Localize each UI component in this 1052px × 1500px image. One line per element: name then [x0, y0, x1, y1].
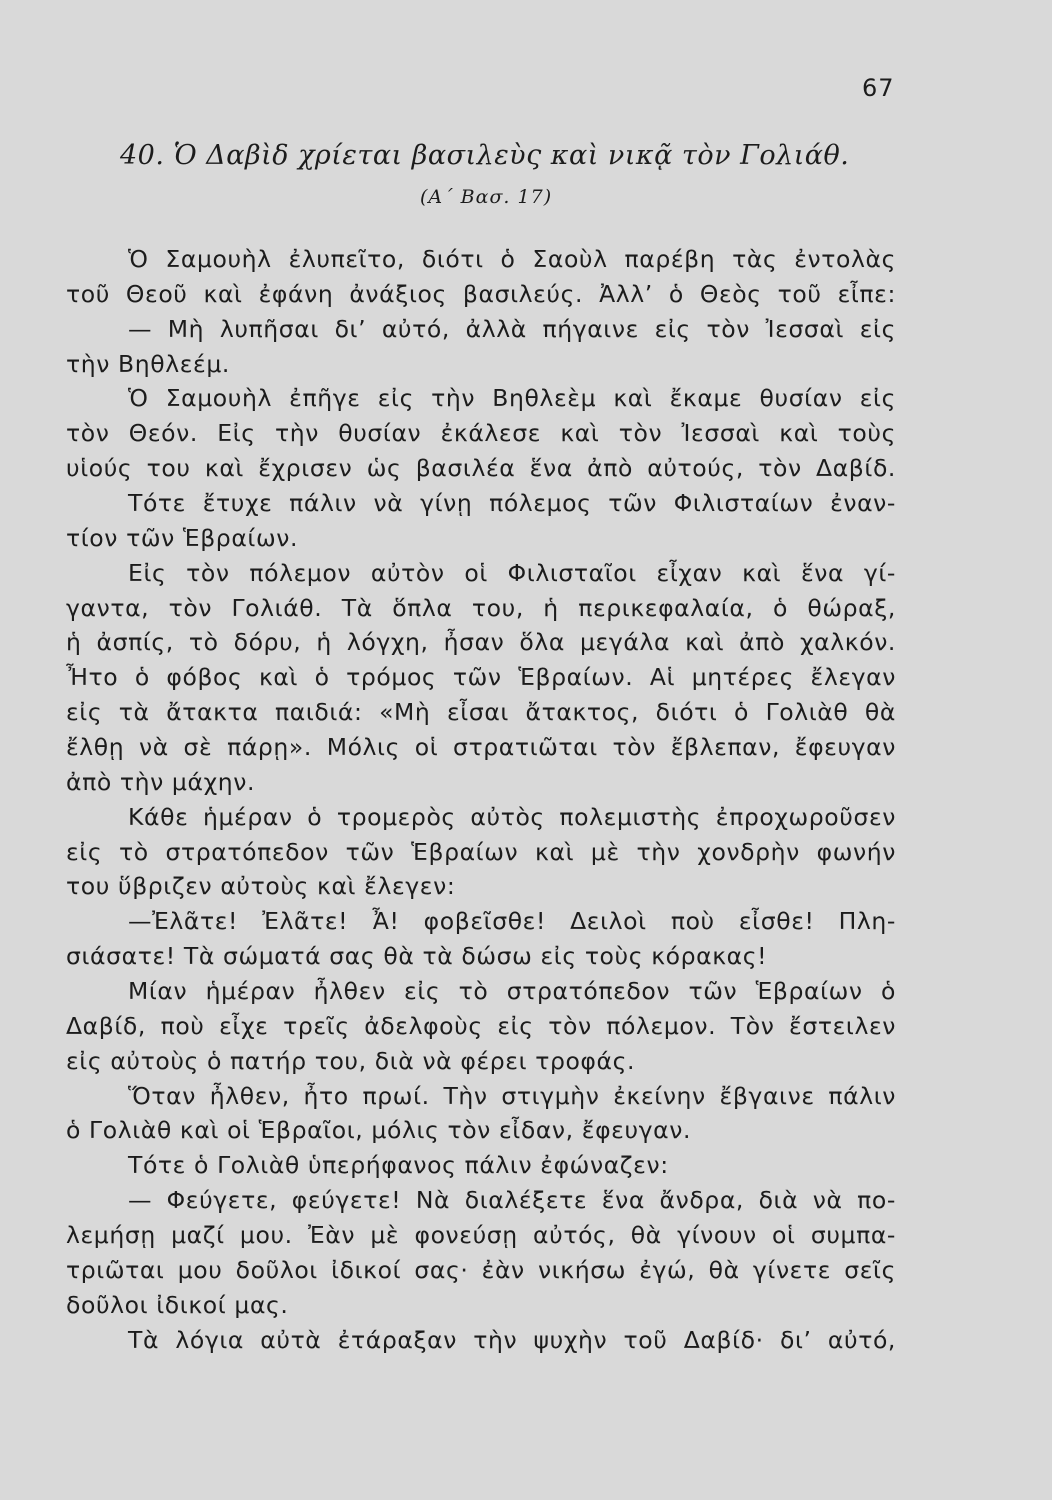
text-line: του ὕβριζεν αὐτοὺς καὶ ἔλεγεν: — [66, 872, 456, 901]
chapter-title: 40. Ὁ Δαβὶδ χρίεται βασιλεὺς καὶ νικᾷ τὸν Γολιάθ. — [120, 140, 850, 171]
text-line: λεμήσῃ μαζί μου. Ἐὰν μὲ φονεύσῃ αὐτός, θὰ γίνουν οἱ συμπα- — [66, 1221, 896, 1250]
text-line: Μίαν ἡμέραν ἦλθεν εἰς τὸ στρατόπεδον τῶν Ἑβραίων ὁ — [128, 977, 896, 1006]
text-line: Τὰ λόγια αὐτὰ ἐτάραξαν τὴν ψυχὴν τοῦ Δαβίδ· δι’ αὐτό, — [128, 1325, 896, 1354]
text-line: εἰς τὰ ἄτακτα παιδιά: «Μὴ εἶσαι ἄτακτος, διότι ὁ Γολιὰθ θὰ — [66, 698, 896, 727]
text-line: ἔλθῃ νὰ σὲ πάρῃ». Μόλις οἱ στρατιῶται τὸν ἔβλεπαν, ἔφευγαν — [66, 733, 896, 762]
text-line: Εἰς τὸν πόλεμον αὐτὸν οἱ Φιλισταῖοι εἶχαν καὶ ἕνα γί- — [128, 558, 896, 587]
text-line: Ὁ Σαμουὴλ ἐπῆγε εἰς τὴν Βηθλεὲμ καὶ ἔκαμε θυσίαν εἰς — [128, 384, 896, 413]
page-number: 67 — [862, 74, 895, 102]
text-line: — Φεύγετε, φεύγετε! Νὰ διαλέξετε ἕνα ἄνδρα, διὰ νὰ πο- — [128, 1186, 896, 1215]
text-line: Δαβίδ, ποὺ εἶχε τρεῖς ἀδελφοὺς εἰς τὸν πόλεμον. Τὸν ἔστειλεν — [66, 1011, 896, 1040]
text-line: δοῦλοι ἰδικοί μας. — [66, 1290, 289, 1319]
text-line: σιάσατε! Τὰ σώματά σας θὰ τὰ δώσω εἰς τοὺς κόρακας! — [66, 942, 768, 971]
text-line: Ὁ Σαμουὴλ ἐλυπεῖτο, διότι ὁ Σαοὺλ παρέβη τὰς ἐντολὰς — [128, 245, 896, 273]
text-line: τίον τῶν Ἑβραίων. — [66, 523, 299, 552]
text-line: υἱούς του καὶ ἔχρισεν ὡς βασιλέα ἕνα ἀπὸ αὐτούς, τὸν Δαβίδ. — [66, 454, 896, 483]
text-line: Κάθε ἡμέραν ὁ τρομερὸς αὐτὸς πολεμιστὴς ἐπροχωροῦσεν — [128, 802, 896, 831]
text-line: εἰς αὐτοὺς ὁ πατήρ του, διὰ νὰ φέρει τροφάς. — [66, 1046, 636, 1075]
text-line: Ὅταν ἦλθεν, ἦτο πρωί. Τὴν στιγμὴν ἐκείνην ἔβγαινε πάλιν — [128, 1081, 896, 1110]
text-line: — Μὴ λυπῆσαι δι’ αὐτό, ἀλλὰ πήγαινε εἰς τὸν Ἰεσσαὶ εἰς — [128, 314, 896, 343]
text-line: Τότε ἔτυχε πάλιν νὰ γίνῃ πόλεμος τῶν Φιλισταίων ἐναν- — [128, 489, 896, 518]
body-text — [66, 242, 896, 1358]
text-line: Τότε ὁ Γολιὰθ ὑπερήφανος πάλιν ἐφώναζεν: — [128, 1151, 669, 1180]
text-line: —Ἐλᾶτε! Ἐλᾶτε! Ἆ! φοβεῖσθε! Δειλοὶ ποὺ εἶσθε! Πλη- — [128, 907, 896, 936]
text-line: ὁ Γολιὰθ καὶ οἱ Ἑβραῖοι, μόλις τὸν εἶδαν, ἔφευγαν. — [66, 1116, 692, 1145]
chapter-reference: (Α΄ Βασ. 17) — [420, 186, 553, 208]
text-line: τὸν Θεόν. Εἰς τὴν θυσίαν ἐκάλεσε καὶ τὸν Ἰεσσαὶ καὶ τοὺς — [66, 419, 896, 448]
text-line: Ἦτο ὁ φόβος καὶ ὁ τρόμος τῶν Ἑβραίων. Αἱ μητέρες ἔλεγαν — [66, 663, 896, 692]
text-line: τὴν Βηθλεέμ. — [66, 349, 230, 378]
text-line: τοῦ Θεοῦ καὶ ἐφάνη ἀνάξιος βασιλεύς. Ἀλλ’ ὁ Θεὸς τοῦ εἶπε: — [66, 279, 896, 308]
text-line: τριῶται μου δοῦλοι ἰδικοί σας· ἐὰν νικήσω ἐγώ, θὰ γίνετε σεῖς — [66, 1255, 896, 1284]
text-line: γαντα, τὸν Γολιάθ. Τὰ ὅπλα του, ἡ περικεφαλαία, ὁ θώραξ, — [66, 593, 896, 622]
text-line: εἰς τὸ στρατόπεδον τῶν Ἑβραίων καὶ μὲ τὴν χονδρὴν φωνήν — [66, 837, 896, 866]
text-line: ἡ ἀσπίς, τὸ δόρυ, ἡ λόγχη, ἦσαν ὅλα μεγάλα καὶ ἀπὸ χαλκόν. — [66, 628, 896, 657]
text-line: ἀπὸ τὴν μάχην. — [66, 767, 256, 796]
